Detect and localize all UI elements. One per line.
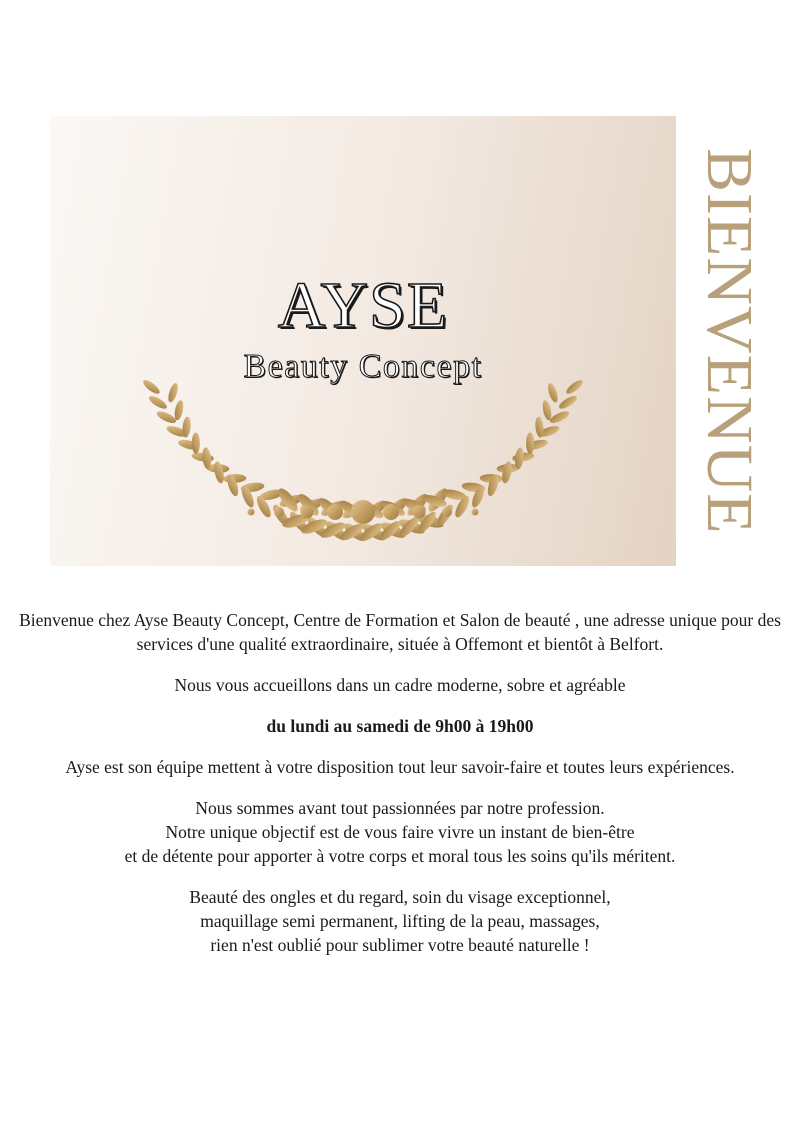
passion-paragraph — [10, 796, 790, 868]
brand-name: AYSE — [277, 269, 449, 342]
wreath-bead — [442, 507, 452, 517]
wreath-bead — [472, 509, 479, 516]
laurel-leaf — [541, 399, 553, 421]
services-paragraph — [10, 885, 790, 957]
passion-line: Nous sommes avant tout passionnées par notre profession. — [195, 798, 605, 818]
brand-banner — [50, 116, 676, 566]
team-paragraph: Ayse est son équipe mettent à votre disposition tout leur savoir-faire et toutes leurs expériences. — [65, 757, 735, 777]
passion-line: Notre unique objectif est de vous faire vivre un instant de bien-être — [165, 822, 635, 842]
laurel-leaf — [557, 394, 578, 411]
brand-subtitle: Beauty Concept — [243, 348, 483, 385]
services-line: Beauté des ongles et du regard, soin du visage exceptionnel, — [189, 887, 611, 907]
services-line: rien n'est oublié pour sublimer votre beauté naturelle ! — [210, 935, 590, 955]
services-line: maquillage semi permanent, lifting de la peau, massages, — [200, 911, 600, 931]
opening-hours: du lundi au samedi de 9h00 à 19h00 — [266, 716, 534, 736]
laurel-leaf — [526, 432, 534, 453]
laurel-leaf — [192, 432, 200, 453]
welcome-title: BIENVENUE — [693, 147, 766, 535]
welcome-paragraph: Nous vous accueillons dans un cadre moderne, sobre et agréable — [174, 675, 626, 695]
laurel-leaf — [173, 399, 185, 421]
wreath-bead — [248, 509, 255, 516]
laurel-leaf — [548, 409, 570, 425]
wreath-bead — [274, 507, 284, 517]
laurel-leaf — [147, 394, 168, 411]
wreath-bead — [413, 506, 426, 519]
welcome-text — [10, 608, 790, 974]
wreath-bead — [327, 504, 343, 520]
wreath-bead — [301, 506, 314, 519]
wreath-bead — [351, 500, 375, 524]
wreath-bead — [383, 504, 399, 520]
passion-line: et de détente pour apporter à votre corps et moral tous les soins qu'ils méritent. — [124, 846, 676, 866]
laurel-leaf — [155, 409, 177, 425]
intro-paragraph: Bienvenue chez Ayse Beauty Concept, Centre de Formation et Salon de beauté , une adresse unique pour des services d'une qualité extraordinaire, située à Offemont et bientôt à Belfort. — [19, 610, 781, 654]
